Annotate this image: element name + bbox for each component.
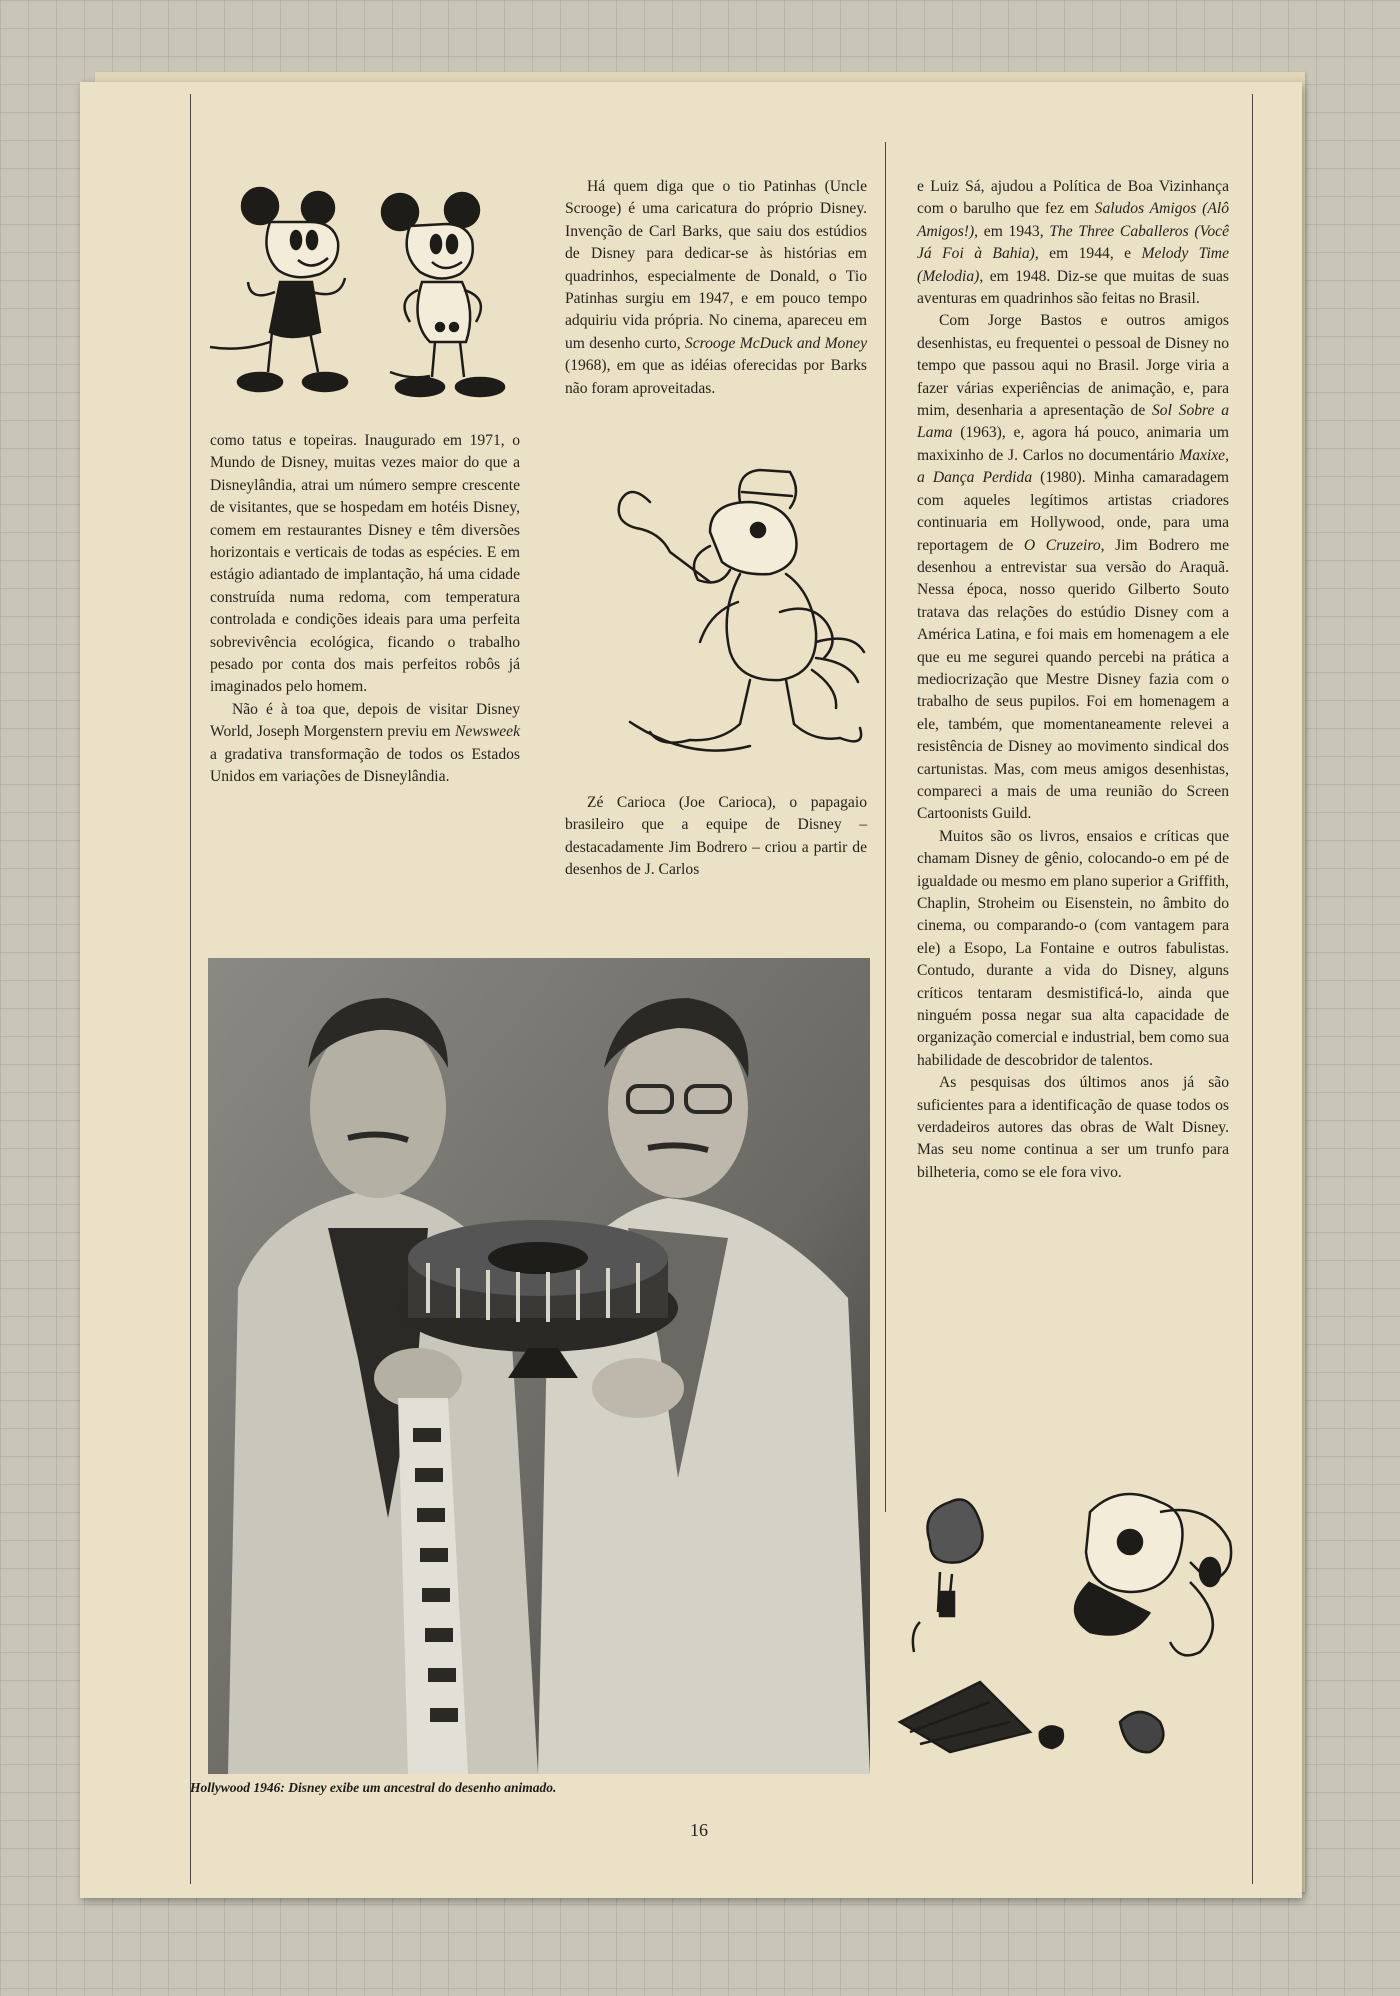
column-rule-mid xyxy=(885,142,886,1512)
col1-p2-text-b: a gradativa transformação de todos os Estados Unidos em variações de Disneylândia. xyxy=(210,745,520,786)
col3-paragraph-1 xyxy=(917,176,1229,310)
col1-p2-text-a: Não é à toa que, depois de visitar Disney World, Joseph Morgenstern previu em xyxy=(210,700,520,741)
column-rule-right xyxy=(1252,94,1253,1884)
col2-paragraph-1 xyxy=(565,176,867,400)
col3-p2-italic-2: Maxixe, a Dança Perdida xyxy=(917,446,1229,487)
mickey-mouse-icon xyxy=(200,182,520,407)
col3-p1-italic-3: Melody Time (Melodia) xyxy=(917,245,1229,285)
col3-p2-text-c: (1980). Minha camaradagem com aqueles legítimos artistas criadores continuaria em Hollywood, onde, para uma reportagem de xyxy=(917,469,1230,554)
text-column-2-caption xyxy=(565,792,867,882)
col3-p1-text-b: , em 1943, xyxy=(974,222,1050,240)
photo-illustration xyxy=(208,958,870,1774)
column-rule-left xyxy=(190,94,191,1884)
col1-paragraph-1: como tatus e topeiras. Inaugurado em 1971, o Mundo de Disney, muitas vezes maior do que a Disneylândia, atrai um número sempre crescente de visitantes, que se hospedam em hotéis Disney, comem em restaurantes Disney e têm diversões horizontais e verticais de todas as espécies. E em estágio adiantado de implantação, há uma cidade construída numa redoma, com temperatura controlada e condições ideais para uma perfeita sobrevivência ecológica, ficando o trabalho pesado por conta dos mais perfeitos robôs já imaginados pelo homem. xyxy=(210,432,520,696)
col3-p2-text-a: Com Jorge Bastos e outros amigos desenhistas, eu frequentei o pessoal de Disney no tempo que passou aqui no Brasil. Jorge viria a fazer várias experiências de animação, e, para mim, desenharia a apresentação de xyxy=(917,312,1229,420)
col2-p1-text-a: Há quem diga que o tio Patinhas (Uncle Scrooge) é uma caricatura do próprio Disney. Invenção de Carl Barks, que saiu dos estúdios de Disney para dedicar-se às histórias em quadrinhos, especialmente de Donald, o Tio Patinhas surgiu em 1947, e em pouco tempo adquiriu vida própria. No cinema, apareceu em um desenho curto, xyxy=(565,178,867,352)
col3-p2-text-d: , Jim Bodrero me desenhou a entrevistar sua versão do Araquã. Nessa época, nosso querido Gilberto Souto tratava das relações do estúdio Disney com a América Latina, e foi mais em homenagem a ele que eu me segurei quando percebi na prática a mediocrização que Mestre Disney fazia com o trabalho de seus pupilos. Foi em homenagem a ele, também, que momentaneamente relevei a resistência de Disney ao movimento sindical dos cartunistas. Mas, com meus amigos desenhistas, compareci a mais de uma reunião do Screen Cartoonists Guild. xyxy=(917,536,1229,823)
col3-p1-text-a: e Luiz Sá, ajudou a Política de Boa Vizinhança com o barulho que fez em xyxy=(917,178,1229,218)
ze-carioca-icon xyxy=(590,462,870,762)
page-number: 16 xyxy=(690,1820,708,1840)
col3-p1-italic-2: The Three Caballeros (Você Já Foi à Bahia) xyxy=(917,222,1229,263)
col2-paragraph-2: Zé Carioca (Joe Carioca), o papagaio brasileiro que a equipe de Disney – destacadamente Jim Bodrero – criou a partir de desenhos de J. Carlos xyxy=(565,794,867,879)
col1-p2-italic: Newsweek xyxy=(455,723,520,741)
photo-caption: Hollywood 1946: Disney exibe um ancestral do desenho animado. xyxy=(190,1780,557,1795)
col3-paragraph-3: Muitos são os livros, ensaios e críticas que chamam Disney de gênio, colocando-o em pé de igualdade ou mesmo em plano superior a Griffith, Chaplin, Stroheim ou Eisenstein, no âmbito do cinema, ou comparando-o (com vantagem para ele) a Esopo, La Fontaine e outros fabulistas. Contudo, durante a vida do Disney, alguns críticos tentaram desmistificá-lo, ainda que ninguém possa negar sua alta capacidade de organização comercial e industrial, bem como sua habilidade de descobridor de talentos. xyxy=(917,827,1229,1069)
col3-paragraph-4: As pesquisas dos últimos anos já são suficientes para a identificação de quase todos os verdadeiros autores das obras de Walt Disney. Mas seu nome continua a ser um trunfo para bilheteria, como se ele fora vivo. xyxy=(917,1074,1229,1181)
text-column-1 xyxy=(210,430,520,789)
col1-paragraph-2 xyxy=(210,699,520,789)
col2-p1-text-b: (1968), em que as idéias oferecidas por Barks não foram aproveitadas. xyxy=(565,357,867,397)
text-column-2 xyxy=(565,176,867,400)
col3-p1-italic-1: Saludos Amigos (Alô Amigos!) xyxy=(917,200,1229,240)
col3-p1-text-d: , em 1948. Diz-se que muitas de suas aventuras em quadrinhos são feitas no Brasil. xyxy=(917,267,1229,308)
col3-p2-text-b: (1963), e, agora há pouco, animaria um maxixinho de J. Carlos no documentário xyxy=(917,424,1229,464)
col3-p1-text-c: , em 1944, e xyxy=(1034,245,1142,263)
col3-p2-italic-1: Sol Sobre a Lama xyxy=(917,402,1229,442)
cartoon-falling-character-icon xyxy=(890,1482,1250,1822)
col3-paragraph-2 xyxy=(917,310,1229,825)
historical-photo-disney xyxy=(208,958,870,1774)
col3-p2-italic-3: O Cruzeiro xyxy=(1023,536,1101,554)
magazine-page xyxy=(80,82,1302,1898)
col2-p1-italic: Scrooge McDuck and Money xyxy=(684,334,867,352)
text-column-3 xyxy=(917,176,1229,1184)
